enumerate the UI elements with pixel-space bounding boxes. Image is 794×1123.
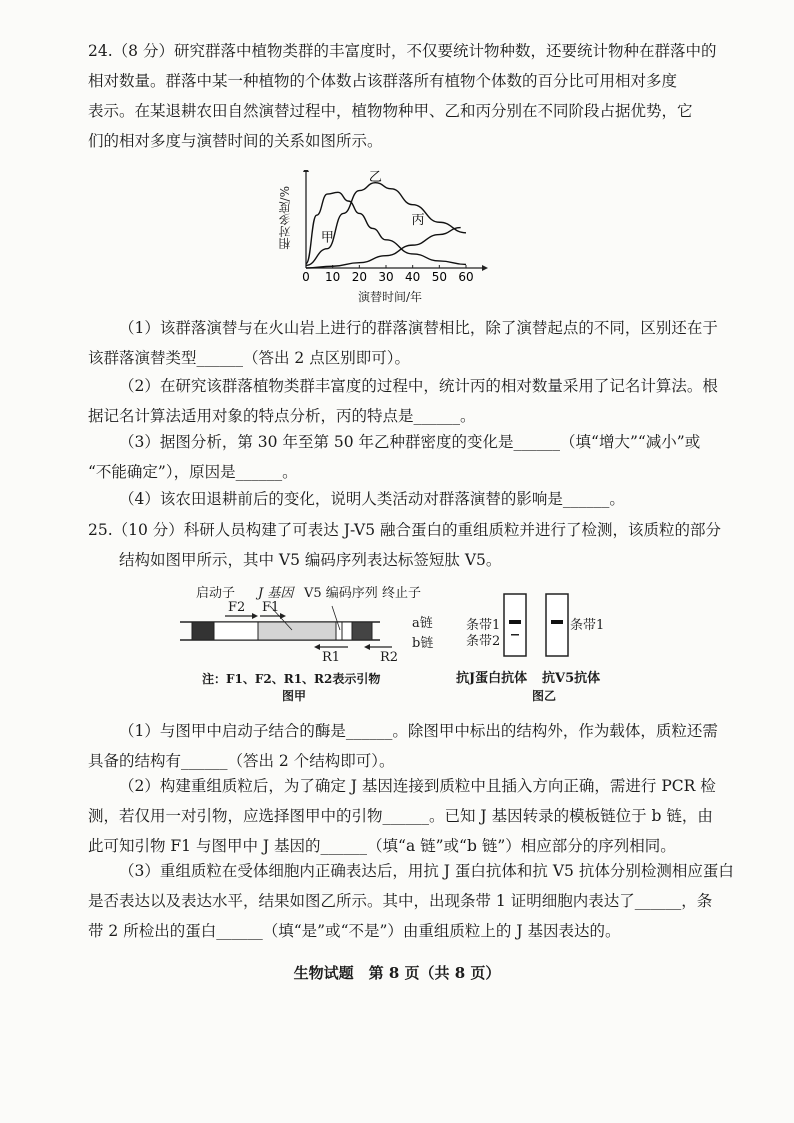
- x-axis-arrow: [482, 265, 488, 271]
- q25-sub2-line-1: （2）构建重组质粒后，为了确定 J 基因连接到质粒中且插入方向正确，需进行 PCR 检: [119, 777, 716, 795]
- page-footer: 生物试题 第 8 页（共 8 页）: [293, 964, 501, 982]
- y-axis-arrow: [303, 170, 309, 172]
- q24-sub3-line-1: （3）据图分析，第 30 年至第 50 年乙种群密度的变化是______（填“增大”“减小”或: [119, 433, 701, 451]
- q24-sub2-line-2: 据记名计算法适用对象的特点分析，丙的特点是______。: [88, 407, 476, 425]
- label-terminator: 终止子: [382, 586, 422, 601]
- q25-sub1-line-2: 具备的结构有______（答出 2 个结构即可）。: [88, 752, 395, 770]
- q24-sub1-line-1: （1）该群落演替与在火山岩上进行的群落演替相比，除了演替起点的不同，区别还在于: [119, 319, 718, 337]
- western-blot: [500, 592, 580, 662]
- x-tick-label-0: 0: [302, 270, 310, 284]
- series-label-乙: 乙: [368, 170, 382, 185]
- q25-sub2-line-2: 测，若仅用一对引物，应选择图甲中的引物______。已知 J 基因转录的模板链位于 b 链，由: [88, 807, 713, 825]
- q24-sub2-line-1: （2）在研究该群落植物类群丰富度的过程中，统计丙的相对数量采用了记名计算法。根: [119, 377, 718, 395]
- q24-line-4: 们的相对多度与演替时间的关系如图所示。: [88, 132, 383, 150]
- band1-right-label: 条带1: [570, 618, 605, 633]
- band2-label: 条带2: [466, 634, 501, 649]
- x-tick-label-10: 10: [325, 270, 341, 284]
- series-label-甲: 甲: [320, 230, 334, 246]
- series-line-甲: [306, 192, 466, 264]
- chart-xlabel: 演替时间/年: [358, 290, 423, 304]
- label-f2: F2: [228, 600, 246, 615]
- x-tick-label-30: 30: [378, 270, 394, 284]
- q24-sub4-line-1: （4）该农田退耕前后的变化，说明人类活动对群落演替的影响是______。: [119, 490, 625, 508]
- q25-sub3-line-3: 带 2 所检出的蛋白______（填“是”或“不是”）由重组质粒上的 J 基因表达的。: [88, 922, 621, 940]
- q24-line-3: 表示。在某退耕农田自然演替过程中，植物物种甲、乙和丙分别在不同阶段占据优势，它: [88, 102, 693, 120]
- q24-sub3: [88, 427, 710, 487]
- q25-sub3: [88, 856, 734, 946]
- q25-sub3-line-2: 是否表达以及表达水平，结果如图乙所示。其中，出现条带 1 证明细胞内表达了______，条: [88, 892, 713, 910]
- q25-sub1: [88, 716, 718, 776]
- q24-sub2: [88, 371, 718, 431]
- q25-stem: [88, 515, 722, 575]
- x-tick-label-60: 60: [458, 270, 474, 284]
- q24-line-1: 24.（8 分）研究群落中植物类群的丰富度时，不仅要统计物种数，还要统计物种在群落中的: [88, 42, 717, 60]
- band1-label: 条带1: [466, 618, 501, 633]
- label-jgene: J 基因: [258, 586, 294, 601]
- fig-yi-caption: 图乙: [532, 689, 557, 703]
- label-bchain: b链: [412, 636, 434, 651]
- q24-sub3-line-2: “不能确定”），原因是______。: [88, 463, 298, 481]
- q25-line-2: 结构如图甲所示，其中 V5 编码序列表达标签短肽 V5。: [119, 551, 502, 569]
- label-r1: R1: [322, 650, 341, 665]
- label-achain: a链: [412, 616, 433, 631]
- lane-left-label: 抗J蛋白抗体: [456, 671, 528, 686]
- chart-ylabel: 相对多度/%: [278, 186, 292, 250]
- label-promoter: 启动子: [196, 586, 236, 601]
- label-v5seq: V5 编码序列: [304, 586, 378, 601]
- q24-line-2: 相对数量。群落中某一种植物的个体数占该群落所有植物个体数的百分比可用相对多度: [88, 72, 678, 90]
- q24-sub1-line-2: 该群落演替类型______（答出 2 点区别即可）。: [88, 349, 410, 367]
- lane-right-label: 抗V5抗体: [542, 671, 601, 686]
- x-tick-label-40: 40: [405, 270, 421, 284]
- label-f1: F1: [262, 600, 280, 615]
- series-label-丙: 丙: [411, 213, 425, 228]
- q25-sub1-line-1: （1）与图甲中启动子结合的酶是______。除图甲中标出的结构外，作为载体，质粒还需: [119, 722, 718, 740]
- series-line-乙: [306, 183, 466, 266]
- x-tick-label-20: 20: [351, 270, 367, 284]
- label-r2: R2: [380, 650, 399, 665]
- fig-jia-caption: 图甲: [282, 689, 307, 703]
- x-tick-label-50: 50: [431, 270, 447, 284]
- q24-sub1: [88, 313, 718, 373]
- q24-stem: [88, 36, 717, 156]
- fig-jia-note: 注：F1、F2、R1、R2表示引物: [202, 672, 381, 686]
- q25-sub2-line-3: 此可知引物 F1 与图甲中 J 基因的______（填“a 链”或“b 链”）相应部分的序列相同。: [88, 837, 676, 855]
- q24-sub4: [88, 484, 710, 514]
- q25-sub3-line-1: （3）重组质粒在受体细胞内正确表达后，用抗 J 蛋白抗体和抗 V5 抗体分别检测相应蛋白: [119, 862, 734, 880]
- q25-sub2: [88, 771, 716, 861]
- q25-line-1: 25.（10 分）科研人员构建了可表达 J-V5 融合蛋白的重组质粒并进行了检测，该质粒的部分: [88, 521, 722, 539]
